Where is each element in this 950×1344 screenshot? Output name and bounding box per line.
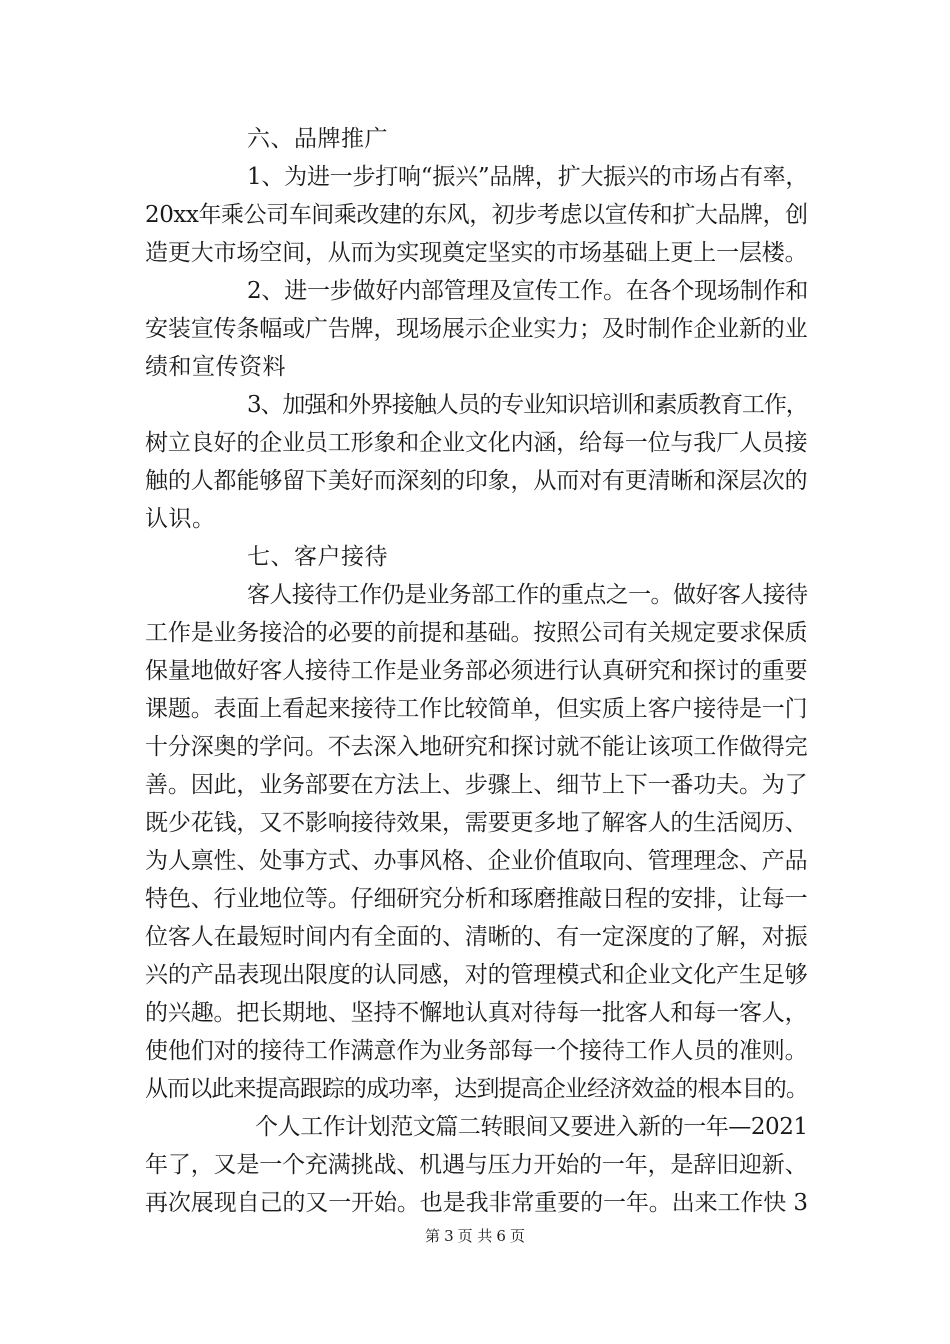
text-line: 为人禀性、处事方式、办事风格、企业价值取向、管理理念、产品	[145, 848, 808, 874]
text-line: 十分深奥的学问。不去深入地研究和探讨就不能让该项工作做得完	[145, 734, 808, 760]
text-line: 既少花钱，又不影响接待效果，需要更多地了解客人的生活阅历、	[145, 810, 808, 836]
text-line: 安装宣传条幅或广告牌，现场展示企业实力；及时制作企业新的业	[145, 316, 808, 342]
text-line: 树立良好的企业员工形象和企业文化内涵，给每一位与我厂人员接	[145, 430, 808, 456]
text-line: 2、进一步做好内部管理及宣传工作。在各个现场制作和	[247, 278, 809, 304]
footer-prefix: 第	[425, 1227, 441, 1245]
heading-brand-promotion: 六、品牌推广	[247, 126, 388, 152]
footer-current-page: 3	[444, 1227, 454, 1245]
text-line: 20xx年乘公司车间乘改建的东风，初步考虑以宣传和扩大品牌，创	[145, 202, 808, 228]
text-line: 善。因此，业务部要在方法上、步骤上、细节上下一番功夫。为了	[145, 772, 808, 798]
page-footer	[0, 1226, 950, 1246]
text-line: 兴的产品表现出限度的认同感，对的管理模式和企业文化产生足够	[145, 962, 808, 988]
heading-customer-reception: 七、客户接待	[247, 544, 388, 570]
text-line: 客人接待工作仍是业务部工作的重点之一。做好客人接待	[247, 582, 808, 608]
text-line: 特色、行业地位等。仔细研究分析和琢磨推敲日程的安排，让每一	[145, 886, 808, 912]
footer-total-pages: 6	[496, 1227, 506, 1245]
text-line: 从而以此来提高跟踪的成功率，达到提高企业经济效益的根本目的。	[145, 1076, 809, 1102]
text-line: 使他们对的接待工作满意作为业务部每一个接待工作人员的准则。	[145, 1038, 808, 1064]
text-line: 1、为进一步打响“振兴”品牌，扩大振兴的市场占有率，	[247, 164, 809, 190]
text-line: 的兴趣。把长期地、坚持不懈地认真对待每一批客人和每一客人，	[145, 1000, 808, 1026]
text-line: 3、加强和外界接触人员的专业知识培训和素质教育工作，	[247, 392, 808, 418]
text-line: 触的人都能够留下美好而深刻的印象，从而对有更清晰和深层次的	[145, 468, 808, 494]
text-line: 位客人在最短时间内有全面的、清晰的、有一定深度的了解，对振	[145, 924, 808, 950]
text-line: 造更大市场空间，从而为实现奠定坚实的市场基础上更上一层楼。	[145, 240, 808, 266]
text-line: 工作是业务接洽的必要的前提和基础。按照公司有关规定要求保质	[145, 620, 808, 646]
text-line: 课题。表面上看起来接待工作比较简单，但实质上客户接待是一门	[145, 696, 808, 722]
text-line: 认识。	[145, 506, 216, 532]
text-line: 个人工作计划范文篇二转眼间又要进入新的一年—2021	[255, 1114, 808, 1140]
footer-suffix: 页	[509, 1227, 525, 1245]
text-line: 再次展现自己的又一开始。也是我非常重要的一年。出来工作快 3	[145, 1190, 808, 1216]
text-line: 年了，又是一个充满挑战、机遇与压力开始的一年，是辞旧迎新、	[145, 1152, 808, 1178]
footer-middle: 页 共	[457, 1227, 493, 1245]
text-line: 绩和宣传资料	[145, 354, 286, 380]
text-line: 保量地做好客人接待工作是业务部必须进行认真研究和探讨的重要	[145, 658, 808, 684]
